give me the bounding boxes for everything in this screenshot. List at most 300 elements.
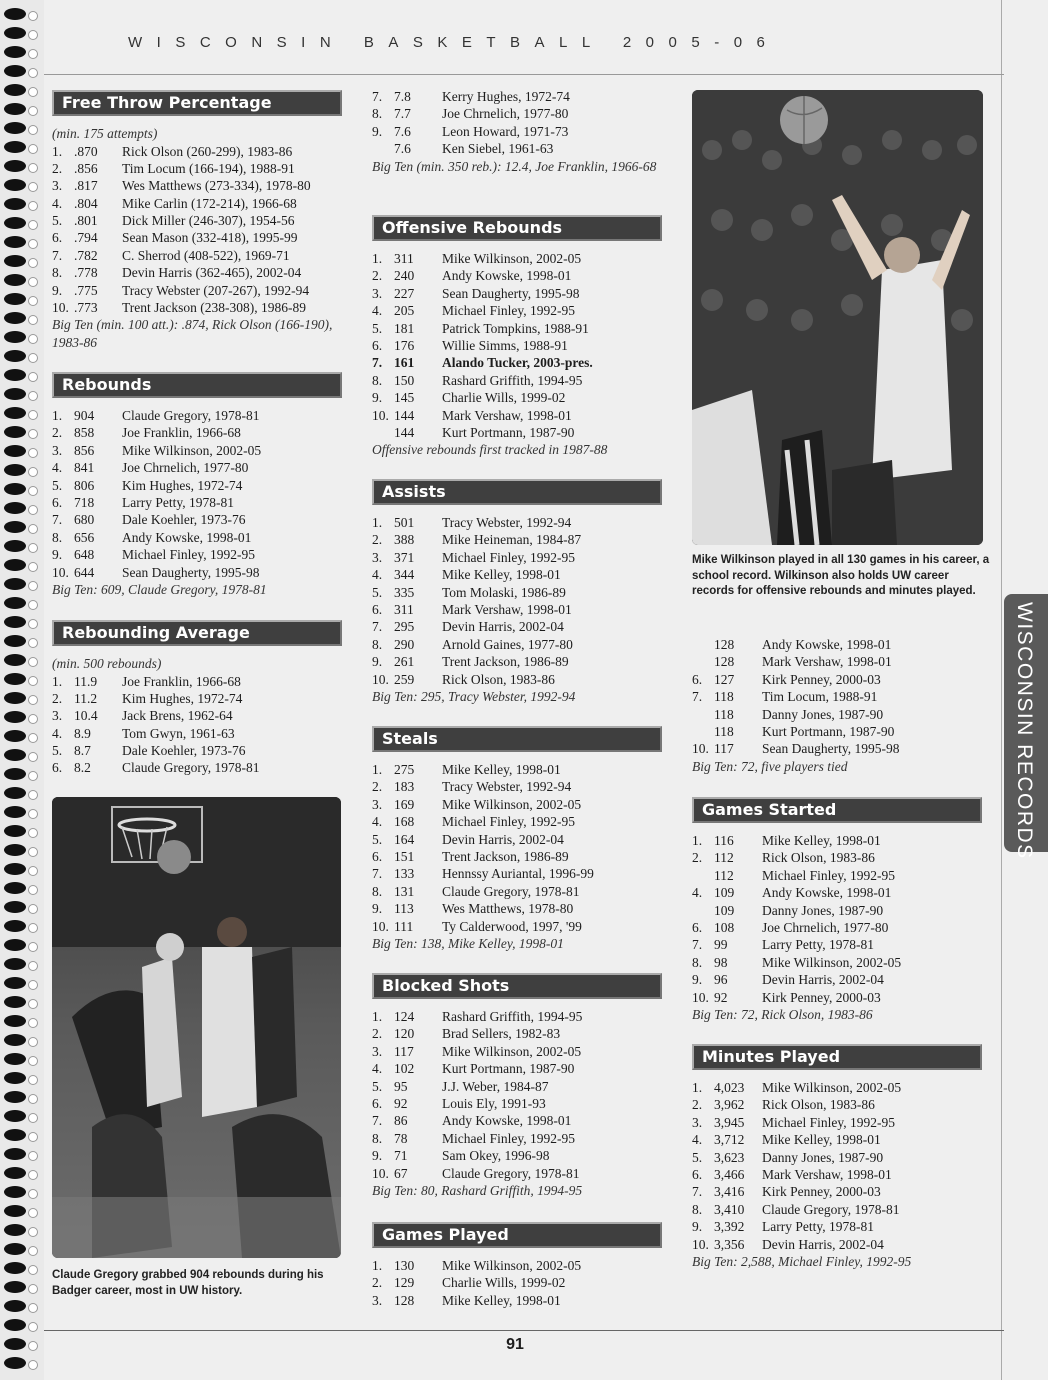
section-rebound-average-continued [372, 88, 662, 175]
record-row [372, 549, 662, 566]
record-value: 164 [394, 831, 415, 847]
record-row [372, 88, 662, 105]
record-holder: Andy Kowske, 1998-01 [442, 268, 572, 284]
spiral-coil [4, 787, 38, 800]
record-row [372, 566, 662, 583]
section-heading: Steals [372, 726, 662, 752]
record-rank: 1. [52, 408, 63, 423]
record-row [692, 902, 982, 919]
spiral-coil [4, 1357, 38, 1370]
record-value: 131 [394, 883, 415, 899]
record-holder: Mike Kelley, 1998-01 [762, 1132, 881, 1148]
photo-claude-gregory [52, 797, 341, 1258]
record-value: 7.6 [394, 123, 411, 139]
spiral-coil [4, 1167, 38, 1180]
spiral-coil [4, 1072, 38, 1085]
record-value: 718 [74, 494, 95, 510]
record-holder: Wes Matthews, 1978-80 [442, 901, 574, 917]
record-rank: 9. [52, 282, 63, 298]
record-row [692, 1149, 982, 1166]
record-value: 151 [394, 848, 415, 864]
spiral-coil [4, 844, 38, 857]
record-holder: Willie Simms, 1988-91 [442, 337, 568, 353]
spiral-coil [4, 578, 38, 591]
record-value: 150 [394, 372, 415, 388]
record-row [372, 1165, 662, 1182]
spiral-coil [4, 711, 38, 724]
record-row [692, 723, 982, 740]
record-value: 275 [394, 762, 415, 777]
record-rank: 1. [372, 1258, 383, 1273]
record-value: 133 [394, 866, 415, 882]
record-value: 96 [714, 972, 728, 988]
spiral-coil [4, 1053, 38, 1066]
record-holder: C. Sherrod (408-522), 1969-71 [122, 247, 290, 263]
record-value: 92 [714, 989, 728, 1005]
record-holder: Mike Wilkinson, 2002-05 [442, 1043, 582, 1059]
record-row [692, 1236, 982, 1253]
record-holder: Dick Miller (246-307), 1954-56 [122, 213, 295, 229]
record-holder: Michael Finley, 1992-95 [122, 547, 255, 563]
spiral-coil [4, 692, 38, 705]
record-value: 169 [394, 796, 415, 812]
record-value: 130 [394, 1258, 415, 1273]
record-row [52, 529, 342, 546]
record-value: .782 [74, 247, 98, 263]
record-rank: 5. [52, 477, 63, 493]
record-holder: Tracy Webster, 1992-94 [442, 515, 572, 530]
record-rank: 4. [52, 460, 63, 476]
record-holder: Joe Chrnelich, 1977-80 [442, 106, 569, 122]
spiral-coil [4, 977, 38, 990]
record-rank: 8. [372, 636, 383, 652]
spiral-coil [4, 65, 38, 78]
record-holder: Rick Olson, 1983-86 [762, 1097, 875, 1113]
big-ten-note: Big Ten: 138, Mike Kelley, 1998-01 [372, 935, 564, 951]
record-row [372, 267, 662, 284]
record-rank: 3. [372, 796, 383, 812]
record-holder: Andy Kowske, 1998-01 [442, 1113, 572, 1129]
spiral-coil [4, 996, 38, 1009]
spiral-coil [4, 540, 38, 553]
record-row [52, 673, 342, 690]
big-ten-note: Big Ten: 72, five players tied [692, 758, 848, 774]
record-rank: 10. [372, 407, 389, 423]
record-rank: 4. [692, 885, 703, 901]
record-row [372, 1292, 662, 1309]
record-value: .870 [74, 143, 98, 159]
record-row [692, 1079, 982, 1096]
record-row [52, 459, 342, 476]
record-row [372, 105, 662, 122]
photo-mike-wilkinson [692, 90, 983, 545]
section-games-played-continued [692, 636, 982, 775]
record-row [52, 424, 342, 441]
record-value: 240 [394, 268, 415, 284]
record-holder: Kirk Penney, 2000-03 [762, 989, 881, 1005]
record-rank: 6. [52, 230, 63, 246]
record-value: 116 [714, 833, 734, 848]
record-value: 108 [714, 919, 735, 935]
record-row [52, 759, 342, 776]
record-value: .778 [74, 265, 98, 281]
record-row [372, 831, 662, 848]
record-rank: 10. [692, 989, 709, 1005]
record-rank: 10. [692, 741, 709, 757]
record-rank: 2. [692, 850, 703, 866]
record-row [52, 546, 342, 563]
record-value: 8.9 [74, 725, 91, 741]
record-row [372, 865, 662, 882]
record-row [372, 1078, 662, 1095]
spiral-coil [4, 331, 38, 344]
record-holder: Dale Koehler, 1973-76 [122, 512, 246, 528]
record-row [372, 848, 662, 865]
spiral-coil [4, 236, 38, 249]
spiral-coil [4, 1091, 38, 1104]
photo-caption-gregory: Claude Gregory grabbed 904 rebounds during his Badger career, most in UW history. [52, 1269, 324, 1297]
spiral-coil [4, 825, 38, 838]
record-row [52, 195, 342, 212]
record-holder: Dale Koehler, 1973-76 [122, 743, 246, 759]
spiral-coil [4, 464, 38, 477]
record-rank: 8. [372, 1130, 383, 1146]
record-holder: Kirk Penney, 2000-03 [762, 1184, 881, 1200]
record-holder: Devin Harris, 2002-04 [442, 831, 564, 847]
record-value: 3,712 [714, 1132, 745, 1148]
record-value: 168 [394, 814, 415, 830]
record-row [372, 584, 662, 601]
record-holder: Danny Jones, 1987-90 [762, 706, 884, 722]
record-holder: Claude Gregory, 1978-81 [762, 1201, 900, 1217]
section-heading: Rebounding Average [52, 620, 342, 646]
record-row [692, 653, 982, 670]
record-rank: 7. [52, 512, 63, 528]
record-value: 109 [714, 885, 735, 901]
record-row [52, 494, 342, 511]
page-header: WISCONSIN BASKETBALL 2005-06 [128, 34, 780, 51]
record-rank: 5. [372, 320, 383, 336]
spiral-coil [4, 369, 38, 382]
record-holder: Mike Wilkinson, 2002-05 [762, 1080, 902, 1095]
record-rank: 5. [372, 584, 383, 600]
record-rank: 1. [52, 143, 63, 159]
record-value: 388 [394, 532, 415, 548]
record-rank: 4. [52, 195, 63, 211]
record-rank: 10. [52, 564, 69, 580]
record-row [692, 1183, 982, 1200]
record-row [372, 302, 662, 319]
record-rank: 7. [372, 866, 383, 882]
record-value: 501 [394, 515, 415, 530]
record-holder: Louis Ely, 1991-93 [442, 1095, 546, 1111]
record-rank: 3. [52, 178, 63, 194]
record-row [692, 1114, 982, 1131]
spiral-coil [4, 730, 38, 743]
record-holder: Tim Locum (166-194), 1988-91 [122, 160, 295, 176]
record-holder: Alando Tucker, 2003-pres. [442, 355, 593, 371]
record-holder: Mike Kelley, 1998-01 [762, 833, 881, 848]
spiral-coil [4, 597, 38, 610]
record-rank: 2. [372, 268, 383, 284]
record-holder: Mark Vershaw, 1998-01 [762, 1166, 892, 1182]
spiral-coil [4, 217, 38, 230]
record-value: 118 [714, 723, 734, 739]
record-value: 11.2 [74, 690, 98, 706]
record-row [52, 742, 342, 759]
record-value: 8.7 [74, 743, 91, 759]
record-rank: 7. [372, 619, 383, 635]
record-holder: Andy Kowske, 1998-01 [762, 885, 892, 901]
record-row [692, 849, 982, 866]
record-value: 92 [394, 1095, 408, 1111]
record-rank: 8. [52, 265, 63, 281]
record-value: 3,356 [714, 1236, 745, 1252]
record-rank: 9. [52, 547, 63, 563]
spiral-coil [4, 521, 38, 534]
record-holder: Rashard Griffith, 1994-95 [442, 1009, 583, 1024]
header-rule [44, 74, 1004, 75]
record-holder: Kerry Hughes, 1972-74 [442, 89, 570, 104]
record-holder: Kurt Portmann, 1987-90 [762, 723, 895, 739]
spiral-coil [4, 141, 38, 154]
section-heading: Games Started [692, 797, 982, 823]
record-holder: Claude Gregory, 1978-81 [122, 760, 260, 776]
record-value: 113 [394, 901, 414, 917]
record-row [372, 761, 662, 778]
record-holder: Michael Finley, 1992-95 [442, 814, 575, 830]
record-rank: 2. [52, 160, 63, 176]
record-rank: 8. [692, 954, 703, 970]
record-rank: 4. [52, 725, 63, 741]
record-row [372, 123, 662, 140]
record-row [692, 989, 982, 1006]
big-ten-note: Big Ten: 2,588, Michael Finley, 1992-95 [692, 1253, 912, 1269]
spiral-coil [4, 445, 38, 458]
record-holder: Mike Wilkinson, 2002-05 [122, 442, 262, 458]
spiral-coil [4, 635, 38, 648]
record-rank: 1. [372, 515, 383, 530]
record-row [52, 229, 342, 246]
record-row [372, 883, 662, 900]
record-value: 7.6 [394, 141, 411, 157]
spiral-coil [4, 1034, 38, 1047]
record-holder: Trent Jackson (238-308), 1986-89 [122, 300, 306, 316]
record-row [372, 250, 662, 267]
chapter-tab [1004, 594, 1048, 860]
spiral-coil [4, 1338, 38, 1351]
big-ten-note: Big Ten: 80, Rashard Griffith, 1994-95 [372, 1182, 583, 1198]
record-row [372, 354, 662, 371]
record-row [372, 1025, 662, 1042]
record-row [372, 389, 662, 406]
record-value: 118 [714, 689, 734, 705]
spiral-coil [4, 179, 38, 192]
record-value: .801 [74, 213, 98, 229]
record-holder: Michael Finley, 1992-95 [762, 867, 895, 883]
record-row [372, 1095, 662, 1112]
record-holder: Danny Jones, 1987-90 [762, 902, 884, 918]
spiral-coil [4, 388, 38, 401]
record-value: 109 [714, 902, 735, 918]
record-rank: 3. [52, 708, 63, 724]
basketball-photo-image [692, 90, 983, 545]
spiral-coil [4, 350, 38, 363]
big-ten-note: Big Ten (min. 100 att.): .874, Rick Olson (166-190), 1983-86 [52, 317, 333, 350]
record-holder: Sean Mason (332-418), 1995-99 [122, 230, 298, 246]
record-value: 335 [394, 584, 415, 600]
record-row [372, 514, 662, 531]
record-holder: Trent Jackson, 1986-89 [442, 654, 569, 670]
record-row [372, 424, 662, 441]
record-rank: 7. [692, 689, 703, 705]
record-holder: Devin Harris, 2002-04 [762, 1236, 884, 1252]
big-ten-note: Big Ten: 72, Rick Olson, 1983-86 [692, 1006, 873, 1022]
record-holder: Mark Vershaw, 1998-01 [442, 407, 572, 423]
record-value: 117 [714, 741, 734, 757]
spiral-coil [4, 1300, 38, 1313]
record-rank: 1. [372, 762, 383, 777]
record-row [692, 688, 982, 705]
record-row [372, 372, 662, 389]
record-rank: 7. [52, 247, 63, 263]
record-rank: 6. [372, 1095, 383, 1111]
record-row [692, 919, 982, 936]
record-holder: Leon Howard, 1971-73 [442, 123, 569, 139]
record-holder: Andy Kowske, 1998-01 [762, 637, 892, 652]
spiral-coil [4, 160, 38, 173]
record-row [372, 337, 662, 354]
spiral-coil [4, 84, 38, 97]
record-holder: Trent Jackson, 1986-89 [442, 848, 569, 864]
record-holder: Rashard Griffith, 1994-95 [442, 372, 583, 388]
record-rank: 4. [372, 1061, 383, 1077]
record-row [692, 706, 982, 723]
record-row [372, 671, 662, 688]
record-holder: Wes Matthews (273-334), 1978-80 [122, 178, 311, 194]
record-value: .773 [74, 300, 98, 316]
record-rank: 10. [372, 1165, 389, 1181]
record-value: 227 [394, 285, 415, 301]
record-row [692, 867, 982, 884]
spiral-coil [4, 882, 38, 895]
record-rank: 6. [692, 671, 703, 687]
record-row [692, 832, 982, 849]
record-holder: Arnold Gaines, 1977-80 [442, 636, 573, 652]
record-row [692, 636, 982, 653]
spiral-coil [4, 274, 38, 287]
record-row [52, 299, 342, 316]
record-rank: 8. [692, 1201, 703, 1217]
record-holder: Claude Gregory, 1978-81 [442, 1165, 580, 1181]
record-rank: 1. [372, 251, 383, 266]
spiral-coil [4, 673, 38, 686]
big-ten-note: Big Ten: 609, Claude Gregory, 1978-81 [52, 581, 267, 597]
record-holder: Michael Finley, 1992-95 [442, 549, 575, 565]
record-rank: 4. [372, 303, 383, 319]
record-holder: Sean Daugherty, 1995-98 [122, 564, 260, 580]
section-heading: Offensive Rebounds [372, 215, 662, 241]
record-value: 67 [394, 1165, 408, 1181]
record-value: 205 [394, 303, 415, 319]
record-rank: 7. [692, 1184, 703, 1200]
record-rank: 9. [372, 901, 383, 917]
record-value: 124 [394, 1009, 415, 1024]
record-value: 71 [394, 1148, 408, 1164]
spiral-coil [4, 863, 38, 876]
record-value: 161 [394, 355, 415, 371]
record-holder: Tracy Webster, 1992-94 [442, 779, 572, 795]
record-row [52, 477, 342, 494]
record-holder: Joe Chrnelich, 1977-80 [762, 919, 889, 935]
record-holder: Mike Wilkinson, 2002-05 [442, 1258, 582, 1273]
spiral-coil [4, 654, 38, 667]
record-value: 259 [394, 671, 415, 687]
section-assists [372, 479, 662, 705]
spiral-coil [4, 483, 38, 496]
record-holder: Devin Harris (362-465), 2002-04 [122, 265, 302, 281]
record-row [52, 442, 342, 459]
record-rank: 3. [52, 442, 63, 458]
record-value: 7.7 [394, 106, 411, 122]
record-holder: Danny Jones, 1987-90 [762, 1149, 884, 1165]
record-row [372, 531, 662, 548]
record-value: 856 [74, 442, 95, 458]
record-value: .794 [74, 230, 98, 246]
spiral-coil [4, 1224, 38, 1237]
record-holder: Andy Kowske, 1998-01 [122, 529, 252, 545]
record-holder: Rick Olson, 1983-86 [762, 850, 875, 866]
record-row [52, 247, 342, 264]
record-rank: 2. [52, 690, 63, 706]
record-rank: 6. [372, 337, 383, 353]
spiral-coil [4, 1243, 38, 1256]
record-holder: Mark Vershaw, 1998-01 [442, 601, 572, 617]
record-row [372, 900, 662, 917]
record-rank: 9. [692, 1219, 703, 1235]
record-row [692, 954, 982, 971]
record-value: 99 [714, 937, 728, 953]
record-row [692, 884, 982, 901]
section-qualifier: (min. 175 attempts) [52, 126, 158, 141]
record-rank: 6. [692, 1166, 703, 1182]
record-row [372, 1130, 662, 1147]
record-holder: Mike Wilkinson, 2002-05 [442, 796, 582, 812]
chapter-tab-label: WISCONSIN RECORDS [1013, 602, 1036, 860]
record-rank: 8. [372, 106, 383, 122]
spiral-coil [4, 1262, 38, 1275]
spiral-coil [4, 920, 38, 933]
record-rank: 3. [372, 285, 383, 301]
record-holder: Devin Harris, 2002-04 [762, 972, 884, 988]
record-value: 8.2 [74, 760, 91, 776]
record-holder: Charlie Wills, 1999-02 [442, 390, 566, 406]
record-value: .856 [74, 160, 98, 176]
record-holder: Michael Finley, 1992-95 [442, 303, 575, 319]
record-holder: Claude Gregory, 1978-81 [122, 408, 260, 423]
record-row [372, 653, 662, 670]
record-holder: Michael Finley, 1992-95 [762, 1114, 895, 1130]
record-row [372, 813, 662, 830]
record-value: 128 [714, 654, 735, 670]
record-rank: 5. [372, 1078, 383, 1094]
record-rank: 1. [692, 1080, 703, 1095]
record-holder: Larry Petty, 1978-81 [122, 494, 234, 510]
record-row [52, 282, 342, 299]
record-holder: Tracy Webster (207-267), 1992-94 [122, 282, 310, 298]
record-value: 120 [394, 1026, 415, 1042]
record-value: 3,410 [714, 1201, 745, 1217]
